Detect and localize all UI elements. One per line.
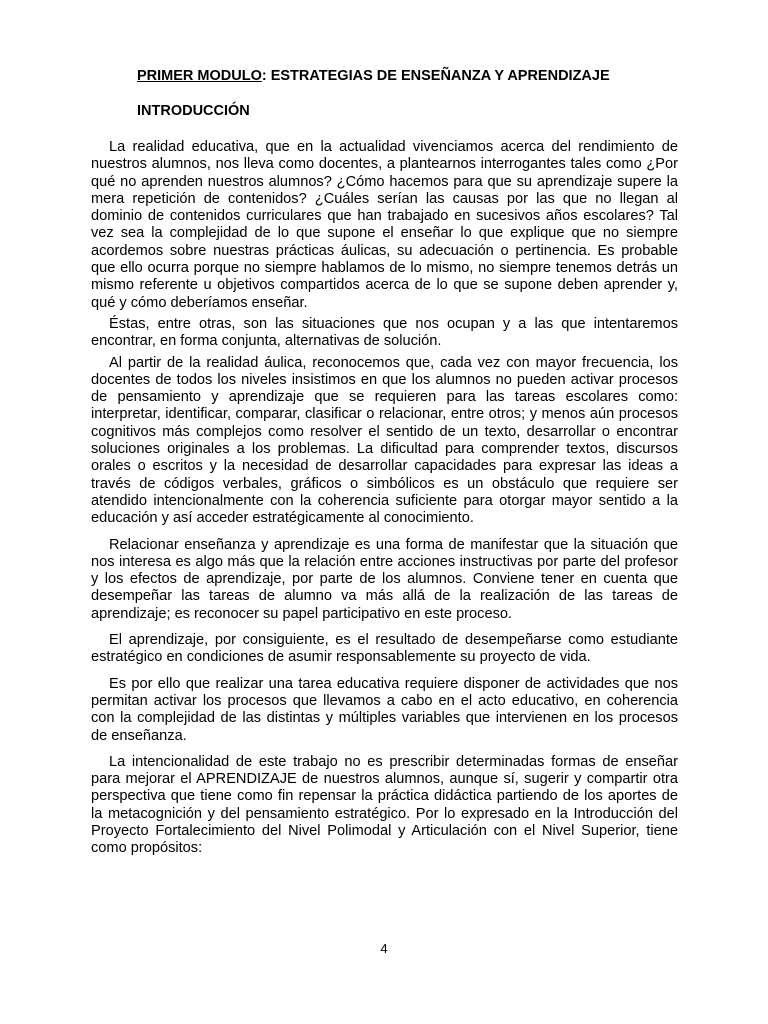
paragraph-5: El aprendizaje, por consiguiente, es el resultado de desempeñarse como estudiante estratégico en condiciones de asumir responsablemente su proyecto de vida. — [91, 632, 678, 666]
body-text — [91, 139, 678, 858]
module-title-underlined: PRIMER MODULO — [137, 68, 262, 84]
paragraph-6: Es por ello que realizar una tarea educativa requiere disponer de actividades que nos permitan activar los procesos que llevamos a cabo en el acto educativo, en coherencia con la complejidad de las distintas y múltiples variables que intervienen en los procesos de enseñanza. — [91, 675, 678, 744]
paragraph-7: La intencionalidad de este trabajo no es prescribir determinadas formas de enseñar para mejorar el APRENDIZAJE de nuestros alumnos, aunque sí, sugerir y compartir otra perspectiva que tiene como fin repensar la práctica didáctica partiendo de los aportes de la metacognición y del pensamiento estratégico. Por lo expresado en la Introducción del Proyecto Fortalecimiento del Nivel Polimodal y Articulación con el Nivel Superior, tiene como propósitos: — [91, 753, 678, 857]
paragraph-4: Relacionar enseñanza y aprendizaje es una forma de manifestar que la situación que nos interesa es algo más que la relación entre acciones instructivas por parte del profesor y los efectos de aprendizaje, por parte de los alumnos. Conviene tener en cuenta que desempeñar las tareas de alumno va más allá de la realización de las tareas de aprendizaje; es reconocer su papel participativo en este proceso. — [91, 536, 678, 622]
section-heading: INTRODUCCIÓN — [137, 103, 250, 119]
paragraph-3: Al partir de la realidad áulica, reconocemos que, cada vez con mayor frecuencia, los docentes de todos los niveles insistimos en que los alumnos no pueden activar procesos de pensamiento y aprendizaje que se requieren para las tareas escolares como: interpretar, identificar, comparar, clasificar o relacionar, entre otros; y menos aún procesos cognitivos más complejos como resolver el sentido de un texto, desarrollar o encontrar soluciones originales a los problemas. La dificultad para comprender textos, discursos orales o escritos y la necesidad de desarrollar capacidades para expresar las ideas a través de códigos verbales, gráficos o simbólicos es un obstáculo que requiere ser atendido intencionalmente con la coherencia suficiente para otorgar mayor sentido a la educación y así acceder estratégicamente al conocimiento. — [91, 354, 678, 527]
paragraph-2: Éstas, entre otras, son las situaciones que nos ocupan y a las que intentaremos encontrar, en forma conjunta, alternativas de solución. — [91, 315, 678, 350]
paragraph-1: La realidad educativa, que en la actualidad vivenciamos acerca del rendimiento de nuestros alumnos, nos lleva como docentes, a plantearnos interrogantes tales como ¿Por qué no aprenden nuestros alumnos? ¿Cómo hacemos para que su aprendizaje supere la mera repetición de contenidos? ¿Cuáles serían las causas por las que no llegan al dominio de contenidos curriculares que han trabajado en sucesivos años escolares? Tal vez sea la complejidad de lo que supone el enseñar lo que explique que no siempre acordemos sobre nuestras prácticas áulicas, su adecuación o pertinencia. Es probable que ello ocurra porque no siempre hablamos de lo mismo, no siempre tenemos detrás un mismo referente u objetivos compartidos acerca de lo que se supone deben aprender y, qué y cómo deberíamos enseñar. — [91, 139, 678, 311]
module-title — [137, 67, 610, 85]
module-title-rest: : ESTRATEGIAS DE ENSEÑANZA Y APRENDIZAJE — [261, 68, 610, 84]
page-number: 4 — [380, 941, 388, 956]
